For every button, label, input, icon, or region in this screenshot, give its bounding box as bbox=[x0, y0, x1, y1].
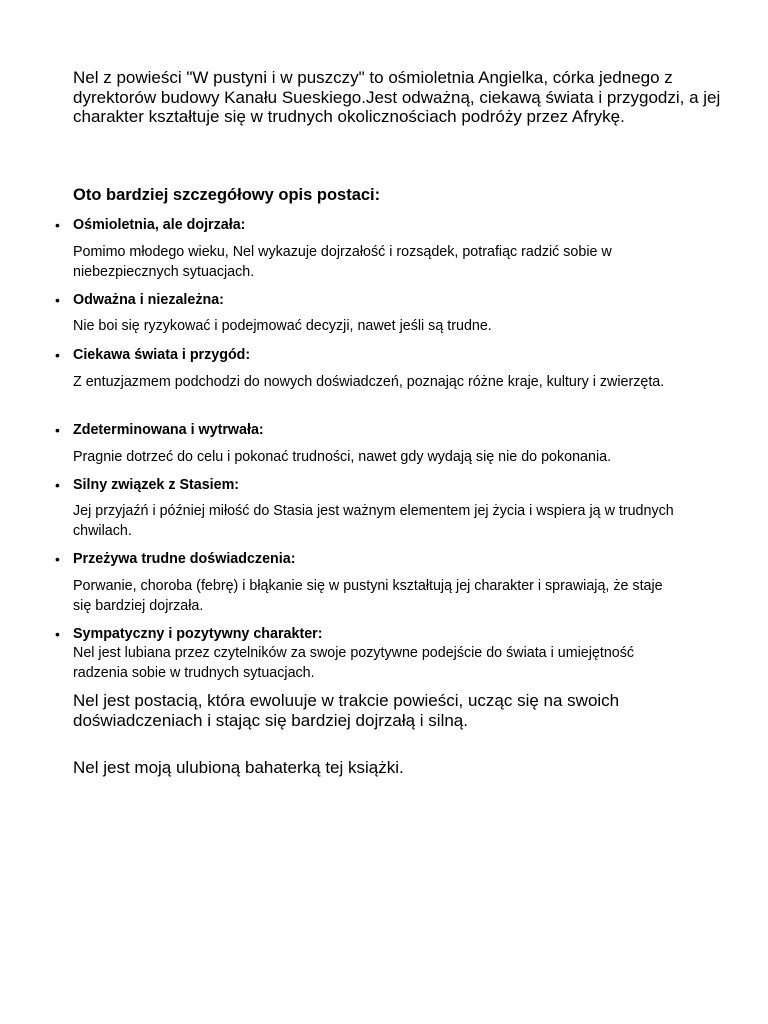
trait-title: Ośmioletnia, ale dojrzała: bbox=[73, 217, 246, 233]
section-heading: Oto bardziej szczegółowy opis postaci: bbox=[73, 186, 381, 204]
trait-description: Porwanie, choroba (febrę) i błąkanie się w pustyni kształtują jej charakter i sprawiają, że staje się bardziej dojrzała. bbox=[73, 578, 663, 614]
intro-paragraph: Nel z powieści "W pustyni i w puszczy" to ośmioletnia Angielka, córka jednego z dyrektorów budowy Kanału Sueskiego.Jest odważną, ciekawą świata i przygodzi, a jej charakter kształtuje się w trudnych okolicznościach podróży przez Afrykę. bbox=[73, 68, 721, 126]
closing-paragraph: Nel jest moją ulubioną bahaterką tej książki. bbox=[73, 758, 404, 777]
trait-description: Jej przyjaźń i później miłość do Stasia jest ważnym elementem jej życia i wspiera ją w trudnych chwilach. bbox=[73, 503, 674, 539]
trait-title: Silny związek z Stasiem: bbox=[73, 477, 240, 493]
summary-paragraph: Nel jest postacią, która ewoluuje w trakcie powieści, ucząc się na swoich doświadczeniach i stając się bardziej dojrzałą i silną. bbox=[73, 691, 620, 730]
bullet-icon: • bbox=[55, 422, 60, 438]
trait-description: Nel jest lubiana przez czytelników za swoje pozytywne podejście do świata i umiejętność radzenia sobie w trudnych sytuacjach. bbox=[73, 645, 635, 681]
bullet-icon: • bbox=[55, 347, 60, 363]
bullet-icon: • bbox=[55, 551, 60, 567]
trait-title: Odważna i niezależna: bbox=[73, 292, 224, 308]
trait-description: Pomimo młodego wieku, Nel wykazuje dojrzałość i rozsądek, potrafiąc radzić sobie w niebezpiecznych sytuacjach. bbox=[73, 244, 612, 280]
bullet-icon: • bbox=[55, 477, 60, 493]
bullet-icon: • bbox=[55, 217, 60, 233]
trait-title: Ciekawa świata i przygód: bbox=[73, 347, 251, 363]
trait-description: Nie boi się ryzykować i podejmować decyzji, nawet jeśli są trudne. bbox=[73, 318, 492, 334]
trait-title: Przeżywa trudne doświadczenia: bbox=[73, 551, 296, 567]
trait-title: Sympatyczny i pozytywny charakter: bbox=[73, 626, 323, 642]
trait-description: Pragnie dotrzeć do celu i pokonać trudności, nawet gdy wydają się nie do pokonania. bbox=[73, 449, 612, 465]
bullet-icon: • bbox=[55, 626, 60, 642]
bullet-icon: • bbox=[55, 292, 60, 308]
trait-title: Zdeterminowana i wytrwała: bbox=[73, 422, 264, 438]
trait-description: Z entuzjazmem podchodzi do nowych doświadczeń, poznając różne kraje, kultury i zwierzęta. bbox=[73, 374, 665, 390]
